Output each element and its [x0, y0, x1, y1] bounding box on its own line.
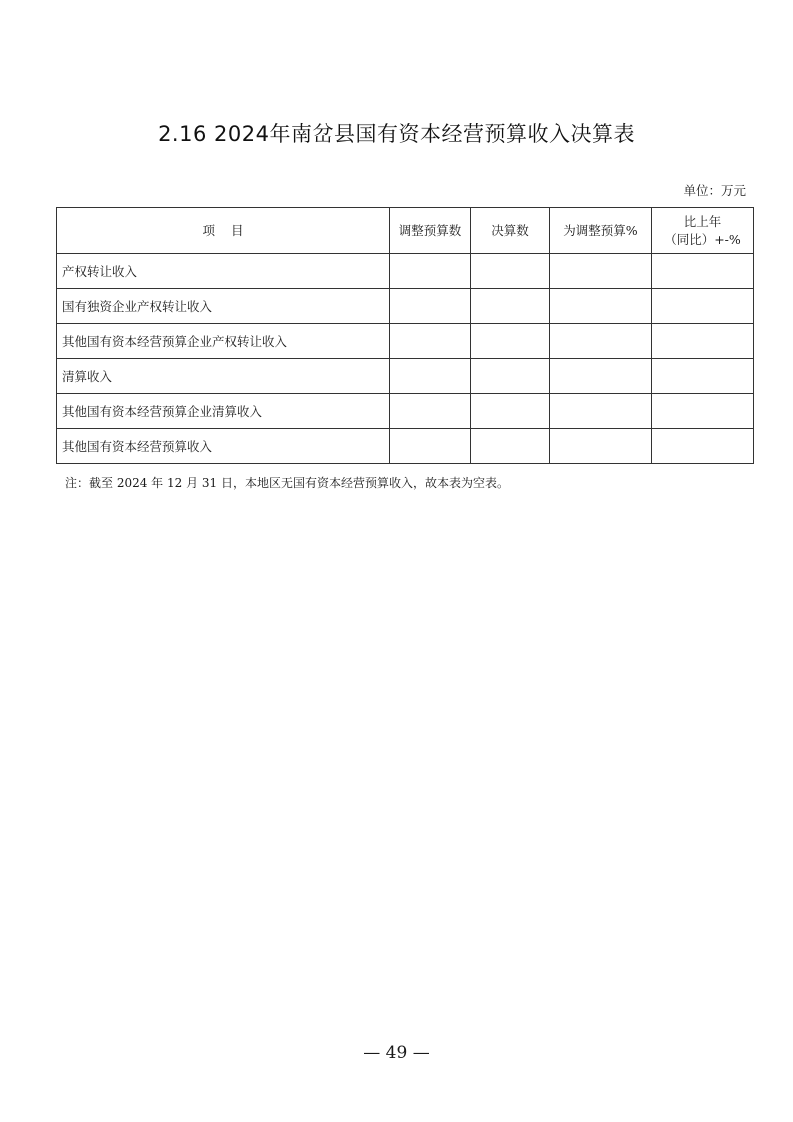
header-yoy	[652, 208, 754, 254]
unit-label: 单位：万元	[683, 183, 746, 198]
cell-yoy	[652, 394, 754, 429]
cell-yoy	[652, 429, 754, 464]
page-number: — 49 —	[363, 1043, 430, 1063]
footnote: 注：截至 2024 年 12 月 31 日，本地区无国有资本经营预算收入，故本表为空表。	[65, 476, 509, 490]
budget-table	[56, 207, 754, 464]
cell-final-account	[471, 429, 550, 464]
table-row	[57, 289, 754, 324]
header-adjusted-budget: 调整预算数	[390, 208, 471, 254]
page-title: 2.16 2024年南岔县国有资本经营预算收入决算表	[158, 122, 635, 146]
row-label: 清算收入	[57, 359, 390, 394]
cell-adjusted-budget	[390, 429, 471, 464]
cell-adjusted-budget	[390, 289, 471, 324]
cell-yoy	[652, 359, 754, 394]
cell-final-account	[471, 254, 550, 289]
cell-pct-of-adjusted	[550, 289, 652, 324]
cell-pct-of-adjusted	[550, 324, 652, 359]
table-row	[57, 254, 754, 289]
table-row	[57, 359, 754, 394]
table-row	[57, 429, 754, 464]
cell-adjusted-budget	[390, 359, 471, 394]
cell-yoy	[652, 254, 754, 289]
header-item: 项 目	[57, 208, 390, 254]
cell-final-account	[471, 394, 550, 429]
row-label: 其他国有资本经营预算企业清算收入	[57, 394, 390, 429]
row-label: 其他国有资本经营预算企业产权转让收入	[57, 324, 390, 359]
cell-adjusted-budget	[390, 254, 471, 289]
row-label: 国有独资企业产权转让收入	[57, 289, 390, 324]
row-label: 产权转让收入	[57, 254, 390, 289]
cell-pct-of-adjusted	[550, 359, 652, 394]
cell-yoy	[652, 289, 754, 324]
row-label: 其他国有资本经营预算收入	[57, 429, 390, 464]
cell-pct-of-adjusted	[550, 429, 652, 464]
cell-yoy	[652, 324, 754, 359]
header-yoy-line2: （同比）+-%	[664, 231, 741, 247]
cell-adjusted-budget	[390, 394, 471, 429]
header-final-account: 决算数	[471, 208, 550, 254]
header-pct-of-adjusted: 为调整预算%	[550, 208, 652, 254]
table-row	[57, 324, 754, 359]
cell-final-account	[471, 359, 550, 394]
cell-pct-of-adjusted	[550, 394, 652, 429]
cell-final-account	[471, 289, 550, 324]
cell-pct-of-adjusted	[550, 254, 652, 289]
cell-adjusted-budget	[390, 324, 471, 359]
header-yoy-line1: 比上年	[683, 213, 722, 229]
table-header-row	[57, 208, 754, 254]
cell-final-account	[471, 324, 550, 359]
table-row	[57, 394, 754, 429]
